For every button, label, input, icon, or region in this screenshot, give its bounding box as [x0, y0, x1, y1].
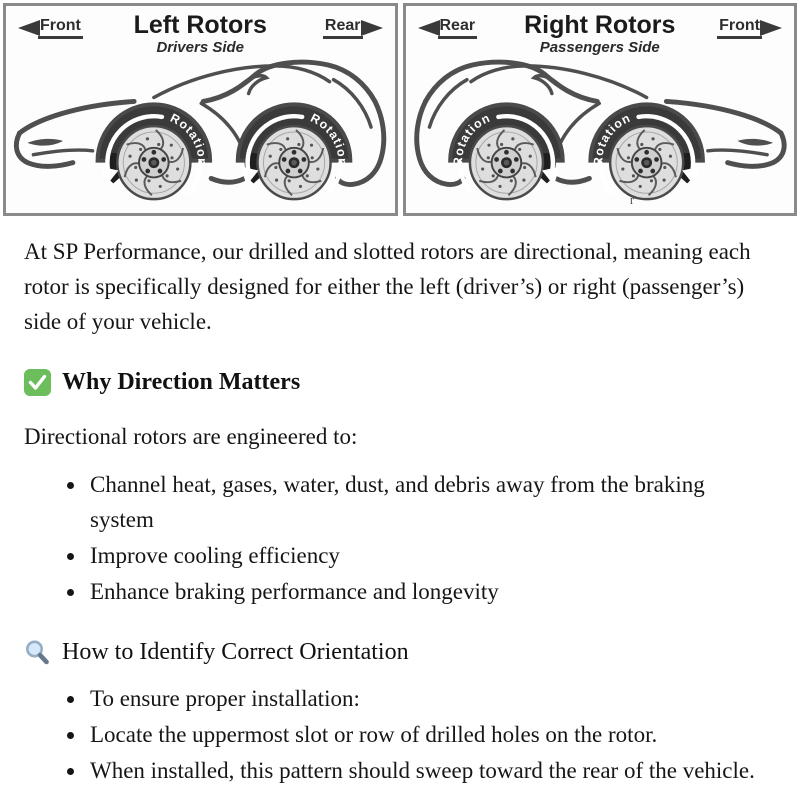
rotation-label-front: Rotation — [168, 110, 210, 167]
arrow-left-icon — [418, 20, 440, 36]
why-heading-text: Why Direction Matters — [62, 369, 301, 395]
left-panel-header — [6, 6, 395, 56]
front-direction-label — [18, 17, 83, 39]
rear-direction-label — [418, 17, 478, 39]
front-label-text: Front — [717, 17, 762, 39]
scan-artifact: r — [629, 193, 634, 208]
rear-label-text: Rear — [323, 17, 363, 39]
engineered-to-lead: Directional rotors are engineered to: — [24, 424, 358, 449]
rotor-direction-diagram — [0, 0, 800, 216]
rotation-label-rear: Rotation — [450, 110, 493, 167]
front-direction-label — [717, 17, 782, 39]
magnifier-icon — [24, 639, 51, 666]
article-body — [0, 216, 800, 788]
right-panel-subtitle: Passengers Side — [539, 39, 660, 56]
right-rotors-panel — [403, 3, 798, 216]
right-car-illustration — [406, 56, 795, 212]
left-car-illustration — [6, 56, 395, 212]
list-item: • Improve cooling efficiency — [87, 538, 770, 573]
list-item: • Locate the uppermost slot or row of drilled holes on the rotor. — [87, 717, 770, 752]
identify-orientation-heading — [24, 636, 770, 668]
benefits-list — [24, 467, 770, 609]
rear-direction-label — [323, 17, 383, 39]
rotation-label-rear: Rotation — [308, 110, 350, 167]
list-item: • To ensure proper installation: — [87, 681, 770, 716]
front-label-text: Front — [38, 17, 83, 39]
left-rotors-panel — [3, 3, 398, 216]
intro-paragraph: At SP Performance, our drilled and slotted rotors are directional, meaning each rotor is specifically designed for either the left (driver’s) or right (passenger’s) side of your vehicle. — [24, 239, 751, 334]
list-item: • Enhance braking performance and longevity — [87, 574, 770, 609]
how-heading-text: How to Identify Correct Orientation — [62, 639, 409, 665]
rotation-label-front: Rotation — [590, 110, 633, 167]
list-item: • When installed, this pattern should sweep toward the rear of the vehicle. — [87, 753, 770, 788]
left-panel-title: Left Rotors — [133, 11, 267, 39]
arrow-right-icon — [361, 20, 383, 36]
check-mark-icon — [24, 369, 51, 396]
list-item: • Channel heat, gases, water, dust, and debris away from the braking system — [87, 467, 770, 537]
rear-label-text: Rear — [438, 17, 478, 39]
right-panel-title: Right Rotors — [524, 11, 676, 39]
arrow-right-icon — [760, 20, 782, 36]
right-panel-header — [406, 6, 795, 56]
installation-list — [24, 681, 770, 788]
why-direction-matters-heading — [24, 366, 770, 398]
left-panel-subtitle: Drivers Side — [156, 39, 245, 56]
arrow-left-icon — [18, 20, 40, 36]
